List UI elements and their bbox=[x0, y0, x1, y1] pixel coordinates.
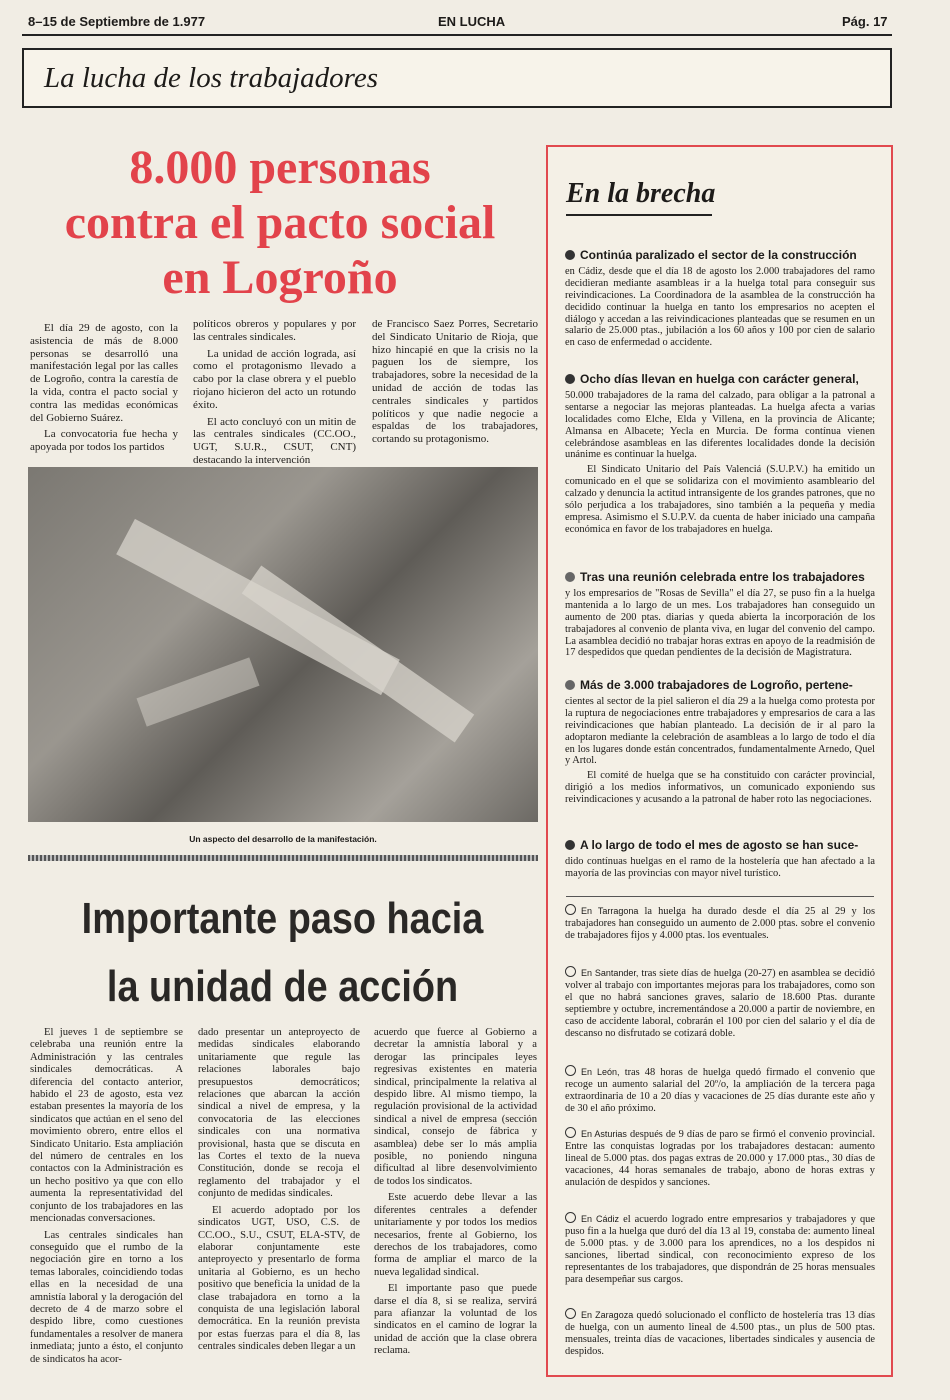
separator-bar bbox=[28, 855, 538, 861]
news-item-lead: Más de 3.000 trabajadores de Logroño, pertene- bbox=[580, 678, 853, 692]
section-title: La lucha de los trabajadores bbox=[44, 62, 379, 94]
paragraph: acuerdo que fuerce al Gobierno a decretar la amnistía laboral y a derogar las principales leyes regresivas existentes en materia sindical, principalmente la relativa al despido libre. Al mismo tiempo, la regulación provisional de la actividad sindical a nivel de empresa (sección sindical, consejo de fábrica y asamblea) debe ser lo más amplia posible, no poniendo ninguna dificultad al libre desenvolvimiento de todos los sindicatos. bbox=[374, 1027, 537, 1187]
paragraph: El día 29 de agosto, con la asistencia de más de 8.000 personas se desarrolló una manifestación legal por las calles de Logroño, contra la carestía de la vida, contra el pacto social y contra las medidas económicas del Gobierno Suárez. bbox=[30, 322, 178, 424]
header-rule bbox=[22, 34, 892, 36]
paragraph: de Francisco Saez Porres, Secretario del Sindicato Unitario de Rioja, que hizo hincapié en que la crisis no la paguen los de siempre, los trabajadores, sobre la necesidad de la unidad de acción de todas las centrales sindicales y partidos políticos y que nadie negocie a espaldas de los trabajadores, cortando su protagonismo. bbox=[372, 318, 538, 446]
news-item bbox=[565, 250, 875, 352]
paragraph: dado presentar un anteproyecto de medidas sindicales elaborando unitariamente que regule las relaciones laborales bajo presupuestos democráticos; relaciones que abarcan la acción sindical a nivel de empresa, y la convocatoria de las elecciones sindicales con una normativa provisional, hasta que se discuta en las Cortes el texto de la nueva Constitución, donde se recoja el reglamento del trabajador y el conjunto de medidas sindicales. bbox=[198, 1027, 360, 1200]
city-name: En Zaragoza bbox=[581, 1310, 634, 1320]
news-item-lead: Ocho días llevan en huelga con carácter general, bbox=[580, 372, 859, 386]
article1-headline-line: 8.000 personas bbox=[129, 141, 431, 194]
news-item-lead: Continúa paralizado el sector de la construcción bbox=[580, 248, 857, 262]
article1-column-3 bbox=[372, 318, 538, 450]
news-item-text: y los empresarios de "Rosas de Sevilla" el día 27, se puso fin a la huelga mantenida a lo largo de un mes. Los trabajadores han conseguido un aumento de 200 ptas. diarias y queda abierta la incorporación de los trabajadores al convenio de planta viva, en lugar del convenio del campo. La asamblea decidió no trabajar horas extras en apoyo de la readmisión de 17 despedidos que quedan pendientes de la decisión de Magistratura. bbox=[565, 587, 875, 659]
issue-date: 8–15 de Septiembre de 1.977 bbox=[28, 14, 206, 29]
article1-column-1 bbox=[30, 322, 178, 458]
city-text: tras siete días de huelga (20-27) en asamblea se decidió volver al trabajo con importantes mejoras para los trabajadores, como son el que no habrá sanciones graves, salario de 18.600 Ptas. durante septiembre y octubre, incrementándose a 20.000 a partir de noviembre, en caso de accidente laboral, cobrarán el 100 por cien del salario y el día de descanso no disfrutado se cotizará doble. bbox=[565, 968, 876, 1039]
circle-bullet-icon bbox=[565, 1212, 576, 1223]
city-text: la huelga ha durado desde el día 25 al 29 y los trabajadores han conseguido un aumento de 2.000 ptas. sobre el convenio de trabajadores fijos y 4.000 ptas. los eventuales. bbox=[565, 906, 875, 941]
photo-banner-shape bbox=[242, 566, 474, 743]
news-item-text: El comité de huelga que se ha constituido con carácter provincial, dirigió a los medios informativos, un comunicado exponiendo sus reivindicaciones y acusando a la patronal de haber roto las negociaciones. bbox=[565, 770, 875, 806]
circle-bullet-icon bbox=[565, 1127, 576, 1138]
article2-headline-line: la unidad de acción bbox=[106, 962, 459, 1011]
bullet-icon bbox=[565, 374, 575, 384]
bullet-icon bbox=[565, 572, 575, 582]
paragraph: El acto concluyó con un mitin de las centrales sindicales (CC.OO., UGT, S.U.R., CSUT, CNT) destacando la intervención bbox=[193, 415, 356, 466]
article1-headline bbox=[30, 140, 530, 305]
news-item-text: cientes al sector de la piel salieron el día 29 a la huelga como protesta por la ruptura de negociaciones entre trabajadores y empresarios de cara a las reivindicaciones que habían planteado. La decisión de ir al paro la adoptaron mediante la celebración de asambleas a lo largo de todo el día en los lugares donde están concentrados, fundamentalmente Arnedo, Quel y Artol. bbox=[565, 695, 875, 767]
paragraph: Este acuerdo debe llevar a las diferentes centrales a defender unitariamente y por todos los medios necesarios, frente al Gobierno, los derechos de los trabajadores, como forma de ampliar el marco de la nueva legalidad sindical. bbox=[374, 1192, 537, 1278]
news-item-text: dido contínuas huelgas en el ramo de la hostelería que han afectado a la mayoría de las provincias con mayor nivel turístico. bbox=[565, 855, 875, 879]
article1-column-2 bbox=[193, 318, 356, 471]
sidebar-title: En la brecha bbox=[566, 178, 716, 209]
page-number: Pág. 17 bbox=[842, 14, 888, 29]
paragraph: El jueves 1 de septiembre se celebraba una reunión entre la Administración y las centrales sindicales democráticas. A diferencia del contacto anterior, habido el 23 de agosto, esta vez estaban presentes la mayoría de los sindicatos que actúan en el seno del movimiento obrero, entre ellos el Sindicato Unitario. Esta ampliación del número de centrales en los contactos con la Administración es un hecho positivo ya que con ello aumenta la representatividad del conjunto de los trabajadores en las mencionadas conversaciones. bbox=[30, 1027, 183, 1225]
paragraph: El importante paso que puede darse el día 8, si se realiza, servirá para afianzar la voluntad de los sindicatos en el camino de lograr la unidad de acción que la clase obrera reclama. bbox=[374, 1283, 537, 1357]
bullet-icon bbox=[565, 840, 575, 850]
photo-caption: Un aspecto del desarrollo de la manifestación. bbox=[189, 834, 377, 844]
bullet-icon bbox=[565, 250, 575, 260]
city-item bbox=[565, 1127, 875, 1192]
news-item-lead: A lo largo de todo el mes de agosto se han suce- bbox=[580, 838, 859, 852]
city-name: En Santander, bbox=[581, 968, 639, 978]
news-item bbox=[565, 374, 875, 539]
article1-headline-line: en Logroño bbox=[162, 251, 398, 304]
city-item bbox=[565, 1212, 875, 1288]
section-banner bbox=[22, 48, 892, 108]
circle-bullet-icon bbox=[565, 1308, 576, 1319]
newspaper-name: EN LUCHA bbox=[438, 14, 506, 29]
city-name: En Tarragona bbox=[581, 906, 639, 916]
city-name: En Asturias bbox=[581, 1129, 627, 1139]
city-item bbox=[565, 1308, 875, 1361]
city-item bbox=[565, 966, 875, 1042]
paragraph: La unidad de acción lograda, así como el protagonismo llevado a cabo por la clase obrera y el pueblo riojano hicieron del acto un rotundo éxito. bbox=[193, 347, 356, 411]
city-name: En Cádiz bbox=[581, 1214, 619, 1224]
news-item-text: en Cádiz, desde que el día 18 de agosto los 2.000 trabajadores del ramo decidieran mediante asambleas ir a la huelga total para conseguir sus reivindicaciones. La Coordinadora de la asamblea de la construcción ha decidido continuar la huelga en tanto los empresarios no acepten el diálogo y accedan a las reivindicaciones planteadas que se resumen en un salario de 25.000 ptas., jubilación a los 60 años y 100 por cien de salario en caso de enfermedad o accidente. bbox=[565, 265, 875, 349]
article2-headline-line: Importante paso hacia bbox=[81, 894, 484, 943]
circle-bullet-icon bbox=[565, 904, 576, 915]
city-text: quedó solucionado el conflicto de hostelería tras 13 días de huelga, con un aumento lineal de 4.500 ptas., un plus de 500 ptas. mensuales, treinta días de vacaciones, libertades sindicales y ausencia de despidos. bbox=[565, 1310, 875, 1357]
city-text: el acuerdo logrado entre empresarios y trabajadores y que puso fin a la huelga que duró del día 13 al 19, constaba de: aumento lineal de 5.000 ptas. y de 3.000 para los aprendices, no a los despidos ni sanciones, libertad sindical, con reconocimiento expreso de los representantes de los trabajadores, que dispondrán de 25 horas mensuales para desempeñar sus cargos. bbox=[565, 1214, 875, 1285]
news-item-text: 50.000 trabajadores de la rama del calzado, para obligar a la patronal a sentarse a negociar las mejoras planteadas. La huelga afecta a varias localidades como Elche, Elda y Villena, en la provincia de Alicante; Almansa en Albacete; Yecla en Murcia. De forma contínua vienen celebrándose asambleas en las diferentes localidades donde la decisión unánime es continuar la huelga. bbox=[565, 389, 875, 461]
article2-column-1 bbox=[30, 1027, 183, 1370]
city-item bbox=[565, 1065, 875, 1118]
paragraph: La convocatoria fue hecha y apoyada por todos los partidos bbox=[30, 428, 178, 454]
article2-column-3 bbox=[374, 1027, 537, 1362]
news-item bbox=[565, 680, 875, 809]
circle-bullet-icon bbox=[565, 966, 576, 977]
news-item-lead: Tras una reunión celebrada entre los trabajadores bbox=[580, 570, 865, 584]
demonstration-photo bbox=[28, 467, 538, 822]
paragraph: políticos obreros y populares y por las centrales sindicales. bbox=[193, 318, 356, 343]
paragraph: El acuerdo adoptado por los sindicatos UGT, USO, C.S. de CC.OO., S.U., CSUT, ELA-STV, de elaborar conjuntamente este anteproyecto y presentarlo de forma unitaria al Gobierno, es un hecho positivo que beneficia la unidad de la clase trabajadora en torno a la conquista de una legislación laboral democrática. En la reunión prevista por estas fuerzas para el día 8, las centrales sindicales deben llegar a un bbox=[198, 1204, 360, 1353]
bullet-icon bbox=[565, 680, 575, 690]
article2-headline bbox=[57, 885, 509, 1021]
city-item bbox=[565, 904, 875, 945]
city-text: después de 9 días de paro se firmó el convenio provincial. Entre las conquistas logradas por los trabajadores destacan: aumento lineal de 5.000 ptas. dos pagas extras de 20.000 y 17.000 ptas., 30 días de vacaciones, 44 horas semanales de trabajo, abono de horas extras y anulación de despidos y sanciones. bbox=[565, 1129, 875, 1188]
news-item bbox=[565, 840, 875, 883]
sidebar-title-underline bbox=[566, 214, 712, 216]
paragraph: Las centrales sindicales han conseguido que el rumbo de la negociación gire en torno a los temas laborales, coincidiendo todas ellas en la necesidad de una amnistía laboral y la derogación del decreto de 4 de marzo sobre el despido libre, como cuestiones fundamentales a resolver de manera inmediata; junto a ésto, el conjunto de sindicatos ha acor- bbox=[30, 1229, 183, 1365]
photo-banner-shape bbox=[136, 657, 259, 726]
circle-bullet-icon bbox=[565, 1065, 576, 1076]
city-name: En León, bbox=[581, 1067, 620, 1077]
article1-headline-line: contra el pacto social bbox=[64, 196, 496, 249]
news-item-text: El Sindicato Unitario del País Valenciá (S.U.P.V.) ha emitido un comunicado en el que se solidariza con el movimiento asambleario del calzado y denuncia la actitud intransigente de los grandes patrones, que no sólo perjudica a los trabajadores, sino también a la pequeña y media empresa. Asimismo el S.U.P.V. da cuenta de haber iniciado una campaña económica en favor de los trabajadores en huelga. bbox=[565, 464, 875, 535]
article2-column-2 bbox=[198, 1027, 360, 1358]
news-item bbox=[565, 572, 875, 662]
city-text: tras 48 horas de huelga quedó firmado el convenio que recoge un aumento salarial del 20º/o, la ampliación de la tercera paga extraordinaria de 10 a 20 días y vacaciones de 25 días durante este año y de 30 el año próximo. bbox=[565, 1067, 876, 1114]
sidebar-divider bbox=[566, 896, 874, 897]
